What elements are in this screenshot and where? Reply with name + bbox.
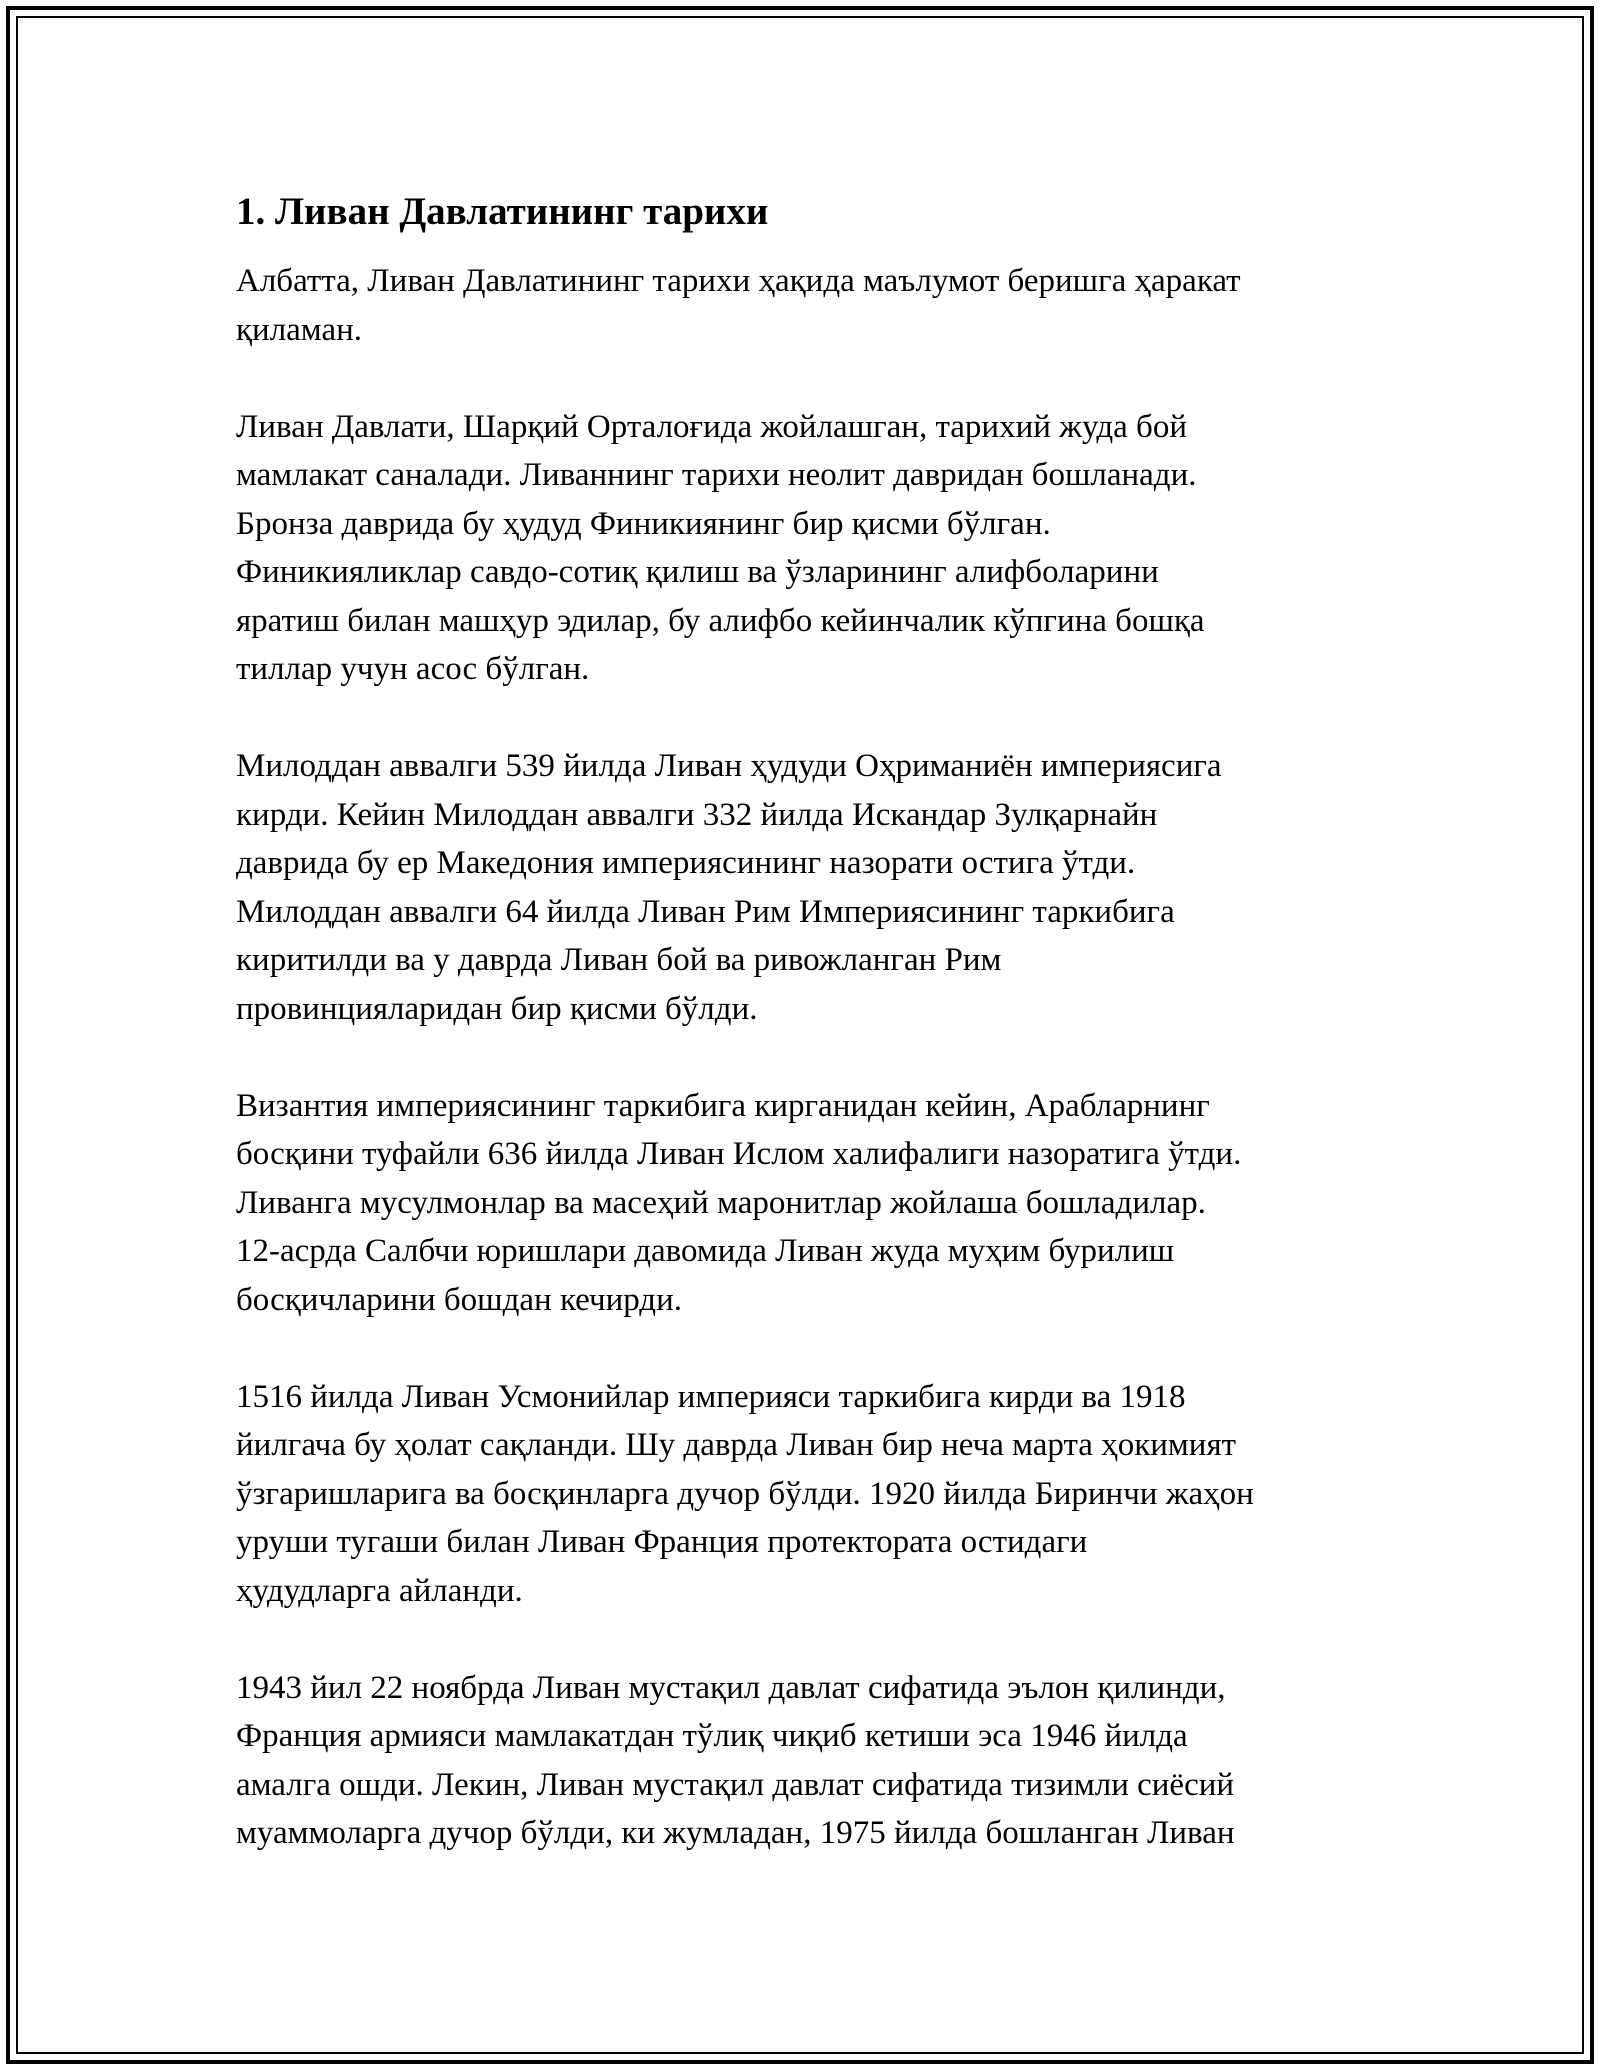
paragraph-empires: Милоддан аввалги 539 йилда Ливан ҳудуди Оҳриманиён империясига кирди. Кейин Милоддан аввалги 332 йилда Искандар Зулқарнайн даврида бу ер Македония империясининг назорати остига ўтди. Милоддан аввалги 64 йилда Ливан Рим Империясининг таркибига киритилди ва у даврда Ливан бой ва ривожланган Рим провинцияларидан бир қисми бўлди. bbox=[236, 748, 1222, 1027]
paragraph-ottoman: 1516 йилда Ливан Усмонийлар империяси таркибига кирди ва 1918 йилгача бу ҳолат сақланди. Шу даврда Ливан бир неча марта ҳокимият ўзгаришларига ва босқинларга дучор бўлди. 1920 йилда Биринчи жаҳон уруши тугаши билан Ливан Франция протектората остидаги ҳудудларга айланди. bbox=[236, 1378, 1254, 1609]
paragraph-independence: 1943 йил 22 ноябрда Ливан мустақил давлат сифатида эълон қилинди, Франция армияси мамлакатдан тўлиқ чиқиб кетиши эса 1946 йилда амалга ошди. Лекин, Ливан мустақил давлат сифатида тизимли сиёсий муаммоларга дучор бўлди, ки жумладан, 1975 йилда бошланган Ливан bbox=[236, 1669, 1235, 1851]
paragraph-ancient: Ливан Давлати, Шарқий Орталоғида жойлашган, тарихий жуда бой мамлакат саналади. Ливаннинг тарихи неолит давридан бошланади. Бронза даврида бу ҳудуд Финикиянинг бир қисми бўлган. Финикияликлар савдо-сотиқ қилиш ва ўзларининг алифболарини яратиш билан машҳур эдилар, бу алифбо кейинчалик кўпгина бошқа тиллар учун асос бўлган. bbox=[236, 408, 1205, 687]
document-body bbox=[236, 185, 1376, 1906]
paragraph-intro: Албатта, Ливан Давлатининг тарихи ҳақида маълумот беришга ҳаракат қиламан. bbox=[236, 263, 1241, 348]
paragraph-byzantine: Византия империясининг таркибига кирганидан кейин, Арабларнинг босқини туфайли 636 йилда Ливан Ислом халифалиги назоратига ўтди. Ливанга мусулмонлар ва масеҳий маронитлар жойлаша бошладилар. 12-асрда Салбчи юришлари давомида Ливан жуда муҳим бурилиш босқичларини бошдан кечирди. bbox=[236, 1087, 1242, 1318]
section-heading: 1. Ливан Давлатининг тарихи bbox=[236, 190, 769, 233]
